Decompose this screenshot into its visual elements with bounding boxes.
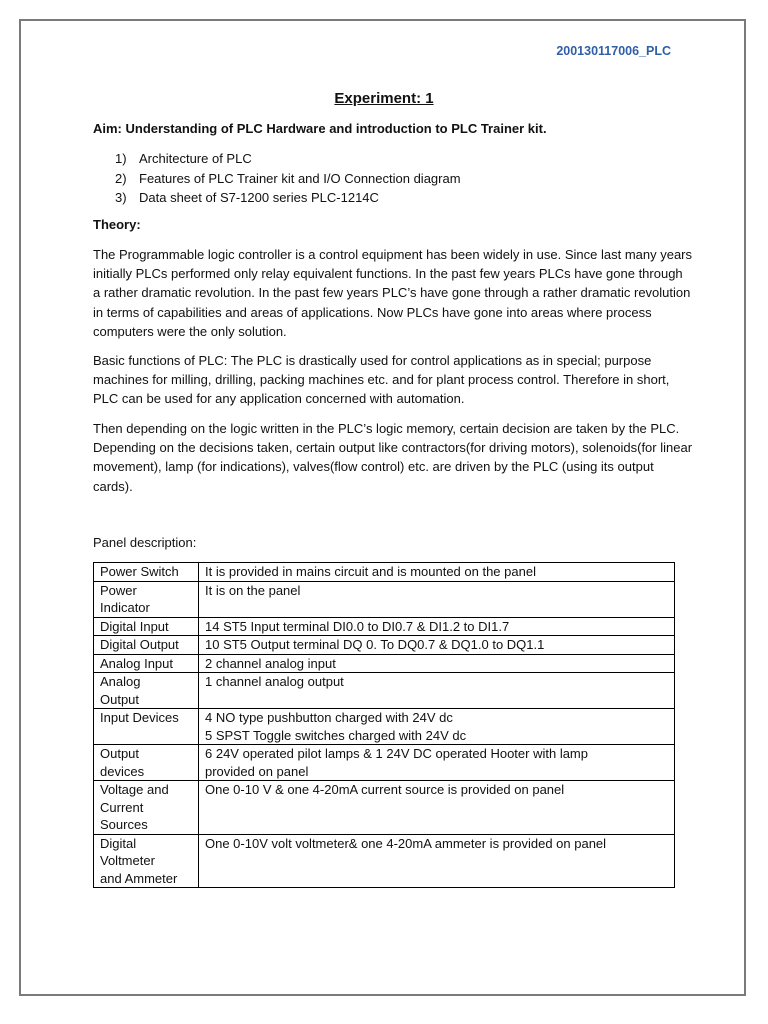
component-name-line: Current (100, 799, 144, 815)
component-name-cell (94, 581, 199, 617)
component-description-line: 10 ST5 Output terminal DQ 0. To DQ0.7 & DQ1.0 to DQ1.1 (205, 637, 545, 652)
component-name-line: Analog (100, 674, 141, 689)
experiment-title: Experiment: 1 (334, 90, 434, 107)
component-name-cell (94, 654, 199, 673)
component-name-line: Digital Input (100, 618, 169, 634)
component-name-line: Input Devices (100, 710, 179, 725)
table-row (94, 781, 675, 835)
component-description-line: One 0-10 V & one 4-20mA current source is provided on panel (205, 782, 565, 797)
theory-paragraph-2: Basic functions of PLC: The PLC is drastically used for control applications as in special; purpose machines for milling, drilling, packing machines etc. and for plant process control. Therefore in short, PLC can be used for any application concerned with automation. (93, 353, 670, 407)
component-name-line: Output (100, 691, 140, 707)
document-id: 200130117006_PLC (556, 44, 671, 58)
theory-heading: Theory: (93, 217, 141, 232)
component-name-cell (94, 673, 199, 709)
component-description-cell (199, 617, 675, 636)
component-name-line: Voltage and (100, 782, 169, 797)
component-name-line: Indicator (100, 600, 150, 615)
list-text: Data sheet of S7-1200 series PLC-1214C (139, 190, 379, 205)
aim-list-item (115, 188, 461, 208)
component-description-cell (199, 745, 675, 781)
component-description-line: It is on the panel (205, 582, 301, 598)
component-name-line: Analog Input (100, 655, 174, 671)
component-name-line: Voltmeter (100, 853, 155, 868)
aim-list (115, 149, 461, 208)
component-description-line: One 0-10V volt voltmeter& one 4-20mA ammeter is provided on panel (205, 835, 607, 851)
component-name-line: Output (100, 746, 140, 761)
component-description-cell (199, 563, 675, 582)
list-number: 2) (115, 170, 127, 186)
component-description-cell (199, 581, 675, 617)
component-description-line: 6 24V operated pilot lamps & 1 24V DC operated Hooter with lamp (205, 746, 588, 761)
component-description-line: 1 channel analog output (205, 674, 344, 689)
table-row (94, 834, 675, 888)
component-name-cell (94, 709, 199, 745)
component-description-line: 2 channel analog input (205, 655, 336, 671)
table-row (94, 563, 675, 582)
component-name-cell (94, 617, 199, 636)
table-row (94, 581, 675, 617)
component-description-cell (199, 673, 675, 709)
component-name-line: Power (100, 582, 137, 598)
theory-paragraph-3: Then depending on the logic written in the PLC’s logic memory, certain decision are taken by the PLC. Depending on the decisions taken, certain output like contractors(for driving motors), solenoids(for linear movement), lamp (for indications), valves(flow control) etc. are driven by the PLC (using its output cards). (93, 421, 693, 494)
table-row (94, 709, 675, 745)
component-description-line: 4 NO type pushbutton charged with 24V dc (205, 710, 453, 725)
component-description-line: It is provided in mains circuit and is mounted on the panel (205, 564, 536, 579)
component-name-cell (94, 636, 199, 655)
table-row (94, 673, 675, 709)
list-number: 3) (115, 190, 127, 205)
component-description-cell (199, 834, 675, 888)
table-row (94, 636, 675, 655)
list-number: 1) (115, 151, 127, 166)
table-row (94, 617, 675, 636)
panel-description-heading: Panel description: (93, 535, 197, 550)
component-name-line: Sources (100, 817, 148, 832)
component-name-cell (94, 834, 199, 888)
component-description-line: 14 ST5 Input terminal DI0.0 to DI0.7 & DI1.2 to DI1.7 (205, 618, 510, 634)
component-description-cell (199, 781, 675, 835)
aim-list-item (115, 149, 461, 169)
component-name-line: Digital Output (100, 637, 179, 652)
component-name-cell (94, 781, 199, 835)
component-name-cell (94, 563, 199, 582)
list-text: Architecture of PLC (139, 151, 252, 166)
aim-statement: Aim: Understanding of PLC Hardware and introduction to PLC Trainer kit. (93, 121, 547, 136)
component-description-cell (199, 654, 675, 673)
component-description-line: 5 SPST Toggle switches charged with 24V dc (205, 727, 467, 743)
table-row (94, 654, 675, 673)
component-name-line: Digital (100, 835, 137, 851)
aim-list-item (115, 169, 461, 189)
component-description-cell (199, 709, 675, 745)
list-text: Features of PLC Trainer kit and I/O Connection diagram (139, 170, 461, 186)
theory-paragraph-1: The Programmable logic controller is a control equipment has been widely in use. Since last many years initially PLCs performed only relay equivalent functions. In the past few years PLCs have gone through a rather dramatic revolution. In the past few years PLC’s have gone through a rather dramatic revolution in terms of capabilities and areas of applications. Now PLCs have gone into areas where process computers were the only solution. (93, 247, 693, 339)
component-name-line: devices (100, 763, 145, 779)
panel-description-table (93, 562, 675, 888)
component-name-line: Power Switch (100, 564, 179, 579)
table-row (94, 745, 675, 781)
component-description-line: provided on panel (205, 763, 309, 779)
component-name-cell (94, 745, 199, 781)
component-description-cell (199, 636, 675, 655)
component-name-line: and Ammeter (100, 870, 178, 886)
